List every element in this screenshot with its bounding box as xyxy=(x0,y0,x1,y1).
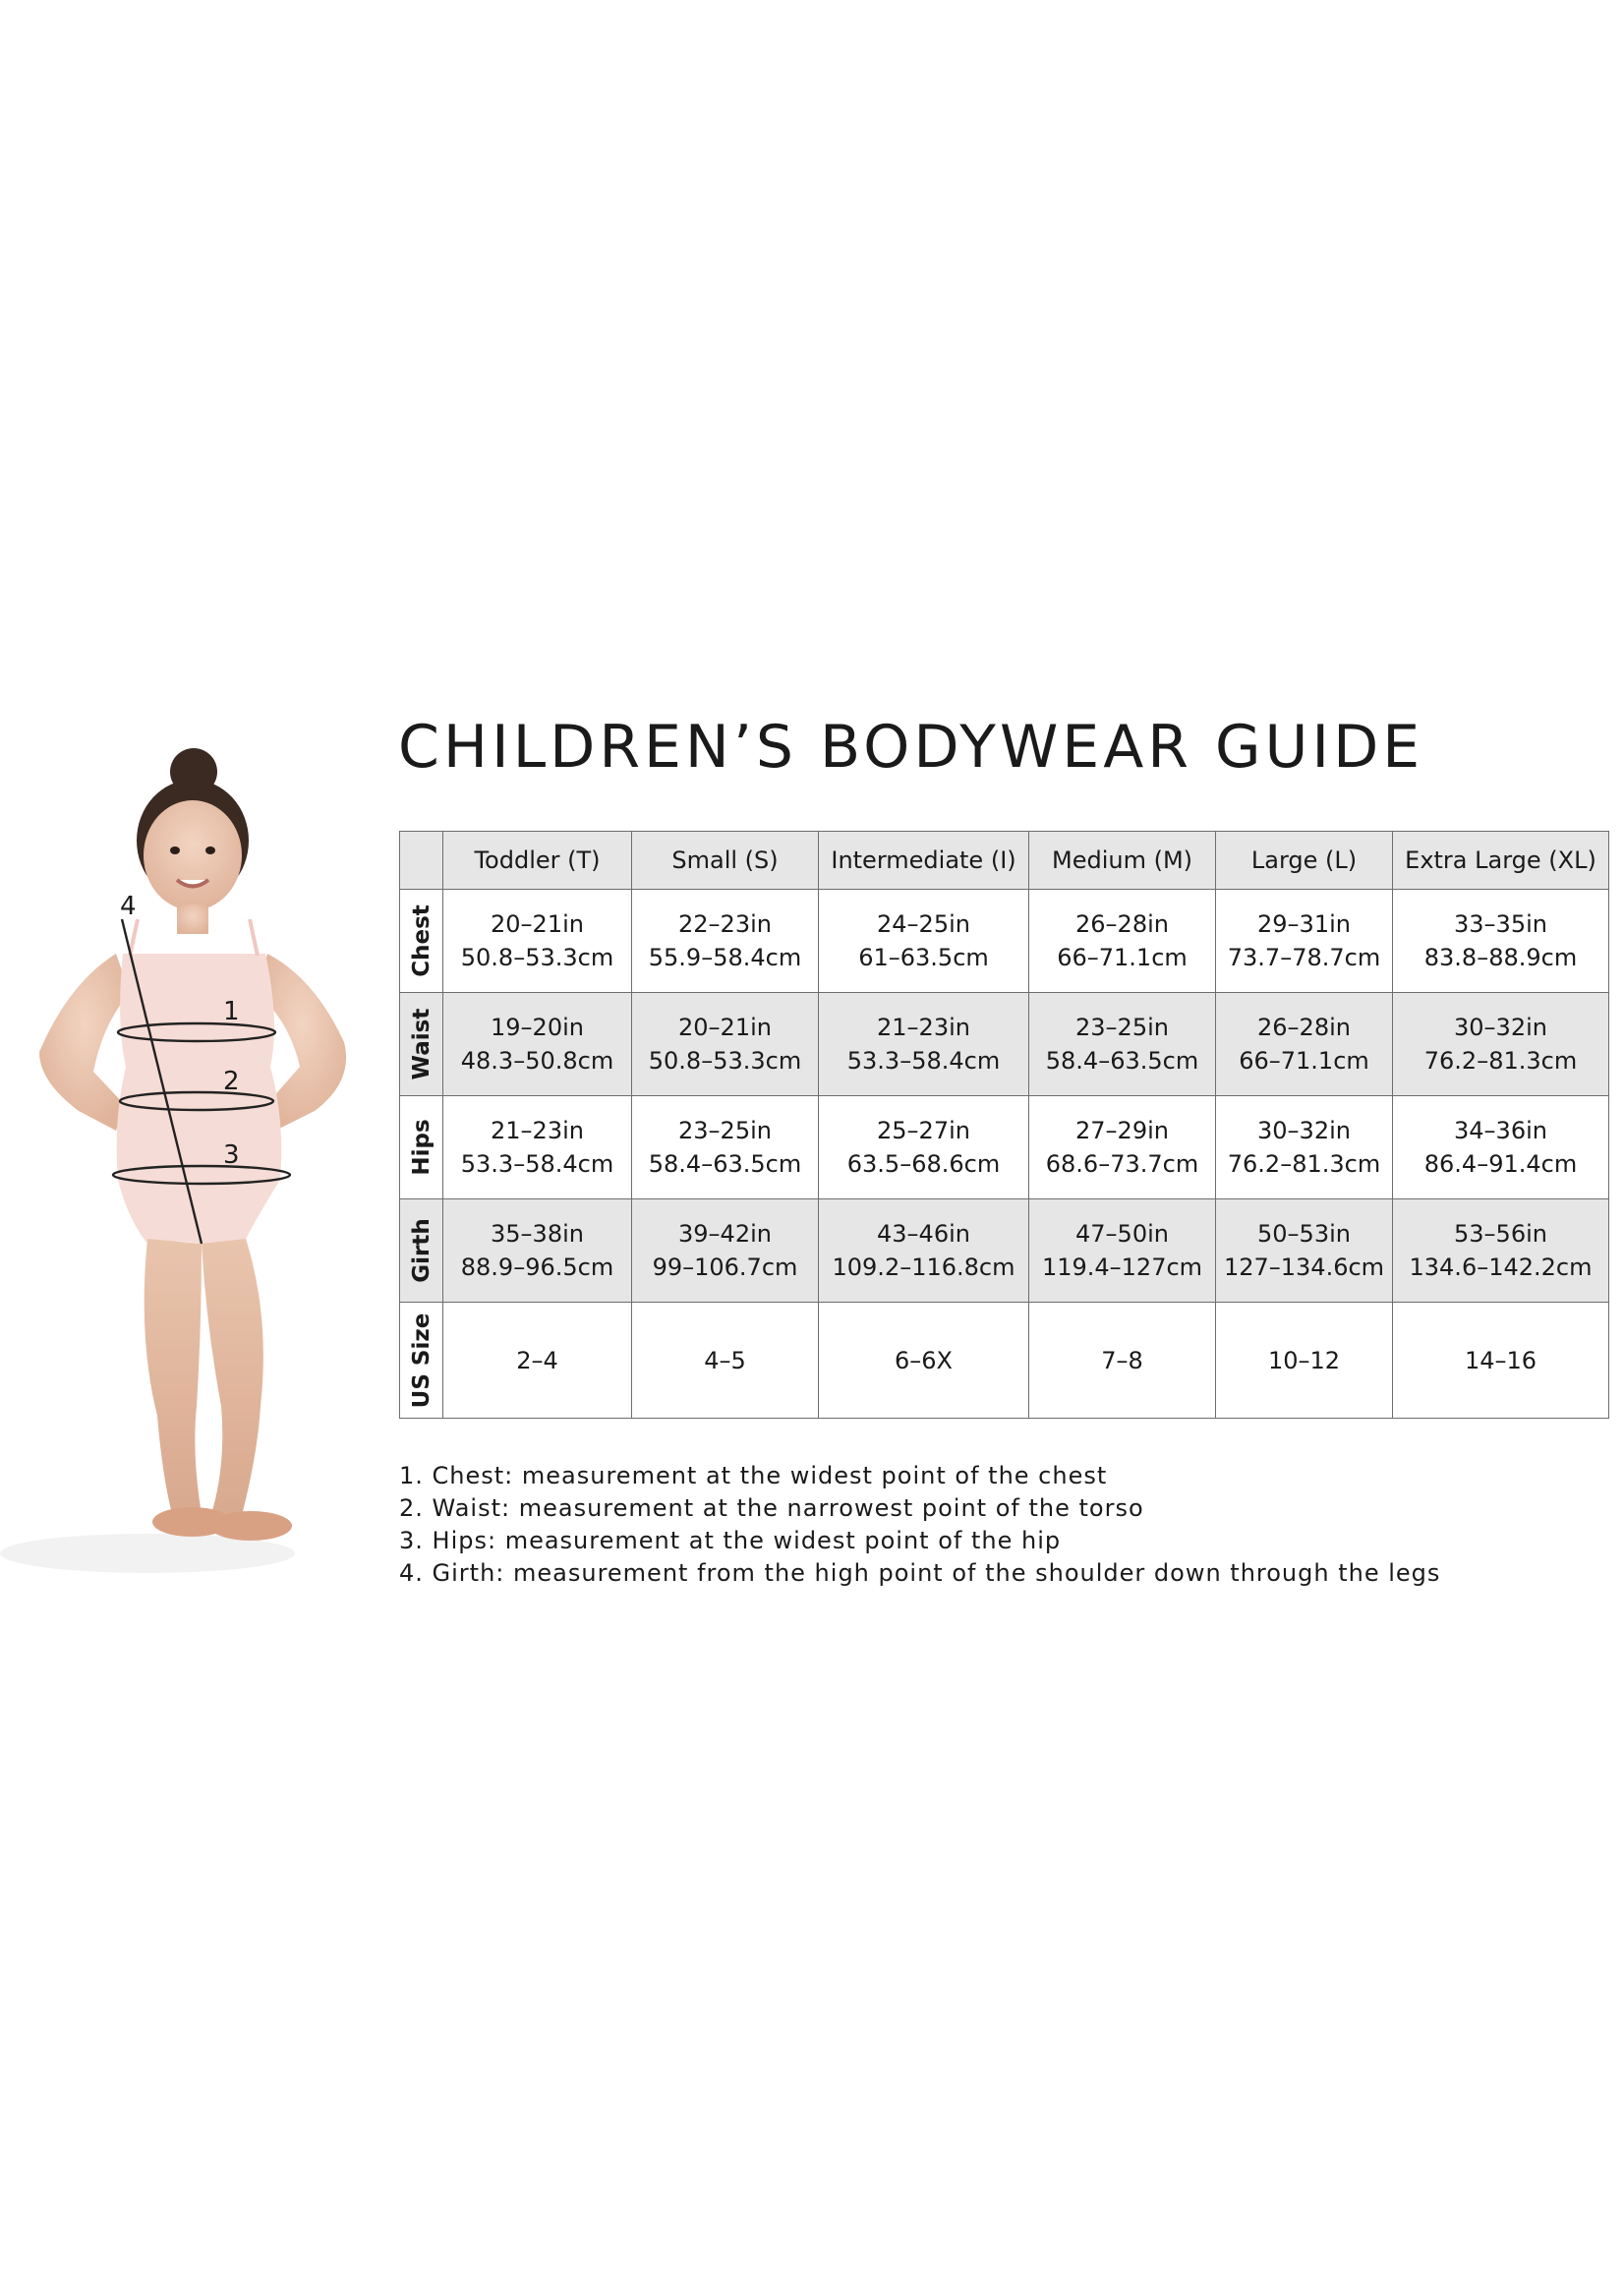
note-item: 3. Hips: measurement at the widest point of the hip xyxy=(399,1527,1062,1554)
table-cell: 26–28in 66–71.1cm xyxy=(1216,993,1393,1096)
note-item: 4. Girth: measurement from the high point of the shoulder down through the legs xyxy=(399,1559,1441,1587)
table-cell: 22–23in 55.9–58.4cm xyxy=(632,890,819,993)
measurement-notes xyxy=(399,1460,1440,1590)
note-item: 1. Chest: measurement at the widest point of the chest xyxy=(399,1462,1108,1489)
marker-1: 1 xyxy=(223,997,240,1026)
table-row-hips xyxy=(400,1096,1609,1199)
neck xyxy=(177,904,208,934)
table-corner xyxy=(400,832,443,890)
table-row-us-size xyxy=(400,1303,1609,1419)
table-cell: 4–5 xyxy=(632,1303,819,1419)
row-label-chest: Chest xyxy=(400,890,443,993)
table-cell: 14–16 xyxy=(1393,1303,1609,1419)
table-cell: 23–25in 58.4–63.5cm xyxy=(632,1096,819,1199)
table-row-chest xyxy=(400,890,1609,993)
table-cell: 7–8 xyxy=(1029,1303,1216,1419)
table-cell: 20–21in 50.8–53.3cm xyxy=(632,993,819,1096)
table-cell: 19–20in 48.3–50.8cm xyxy=(443,993,632,1096)
table-cell: 53–56in 134.6–142.2cm xyxy=(1393,1199,1609,1303)
column-header: Toddler (T) xyxy=(443,832,632,890)
leotard xyxy=(117,919,282,1249)
row-label-girth: Girth xyxy=(400,1199,443,1303)
table-cell: 39–42in 99–106.7cm xyxy=(632,1199,819,1303)
table-cell: 26–28in 66–71.1cm xyxy=(1029,890,1216,993)
table-cell: 2–4 xyxy=(443,1303,632,1419)
size-chart-table xyxy=(399,831,1609,1419)
table-cell: 27–29in 68.6–73.7cm xyxy=(1029,1096,1216,1199)
table-cell: 6–6X xyxy=(819,1303,1029,1419)
marker-3: 3 xyxy=(223,1140,240,1170)
table-cell: 47–50in 119.4–127cm xyxy=(1029,1199,1216,1303)
column-header: Intermediate (I) xyxy=(819,832,1029,890)
row-label-us-size: US Size xyxy=(400,1303,443,1419)
row-label-hips: Hips xyxy=(400,1096,443,1199)
legs xyxy=(145,1239,292,1541)
table-cell: 20–21in 50.8–53.3cm xyxy=(443,890,632,993)
table-row-waist xyxy=(400,993,1609,1096)
column-header: Small (S) xyxy=(632,832,819,890)
table-cell: 29–31in 73.7–78.7cm xyxy=(1216,890,1393,993)
row-label-waist: Waist xyxy=(400,993,443,1096)
table-cell: 25–27in 63.5–68.6cm xyxy=(819,1096,1029,1199)
table-cell: 21–23in 53.3–58.4cm xyxy=(819,993,1029,1096)
table-cell: 34–36in 86.4–91.4cm xyxy=(1393,1096,1609,1199)
table-cell: 43–46in 109.2–116.8cm xyxy=(819,1199,1029,1303)
table-cell: 24–25in 61–63.5cm xyxy=(819,890,1029,993)
marker-2: 2 xyxy=(223,1067,240,1096)
page-title: CHILDREN’S BODYWEAR GUIDE xyxy=(398,713,1424,782)
marker-4: 4 xyxy=(120,892,137,921)
table-header-row xyxy=(400,832,1609,890)
note-item: 2. Waist: measurement at the narrowest point of the torso xyxy=(399,1494,1144,1522)
column-header: Extra Large (XL) xyxy=(1393,832,1609,890)
face xyxy=(144,800,242,910)
column-header: Medium (M) xyxy=(1029,832,1216,890)
table-cell: 10–12 xyxy=(1216,1303,1393,1419)
table-cell: 33–35in 83.8–88.9cm xyxy=(1393,890,1609,993)
table-cell: 50–53in 127–134.6cm xyxy=(1216,1199,1393,1303)
column-header: Large (L) xyxy=(1216,832,1393,890)
table-cell: 21–23in 53.3–58.4cm xyxy=(443,1096,632,1199)
table-cell: 23–25in 58.4–63.5cm xyxy=(1029,993,1216,1096)
table-cell: 30–32in 76.2–81.3cm xyxy=(1216,1096,1393,1199)
child-figure-illustration xyxy=(0,728,393,1612)
table-row-girth xyxy=(400,1199,1609,1303)
table-cell: 30–32in 76.2–81.3cm xyxy=(1393,993,1609,1096)
table-cell: 35–38in 88.9–96.5cm xyxy=(443,1199,632,1303)
